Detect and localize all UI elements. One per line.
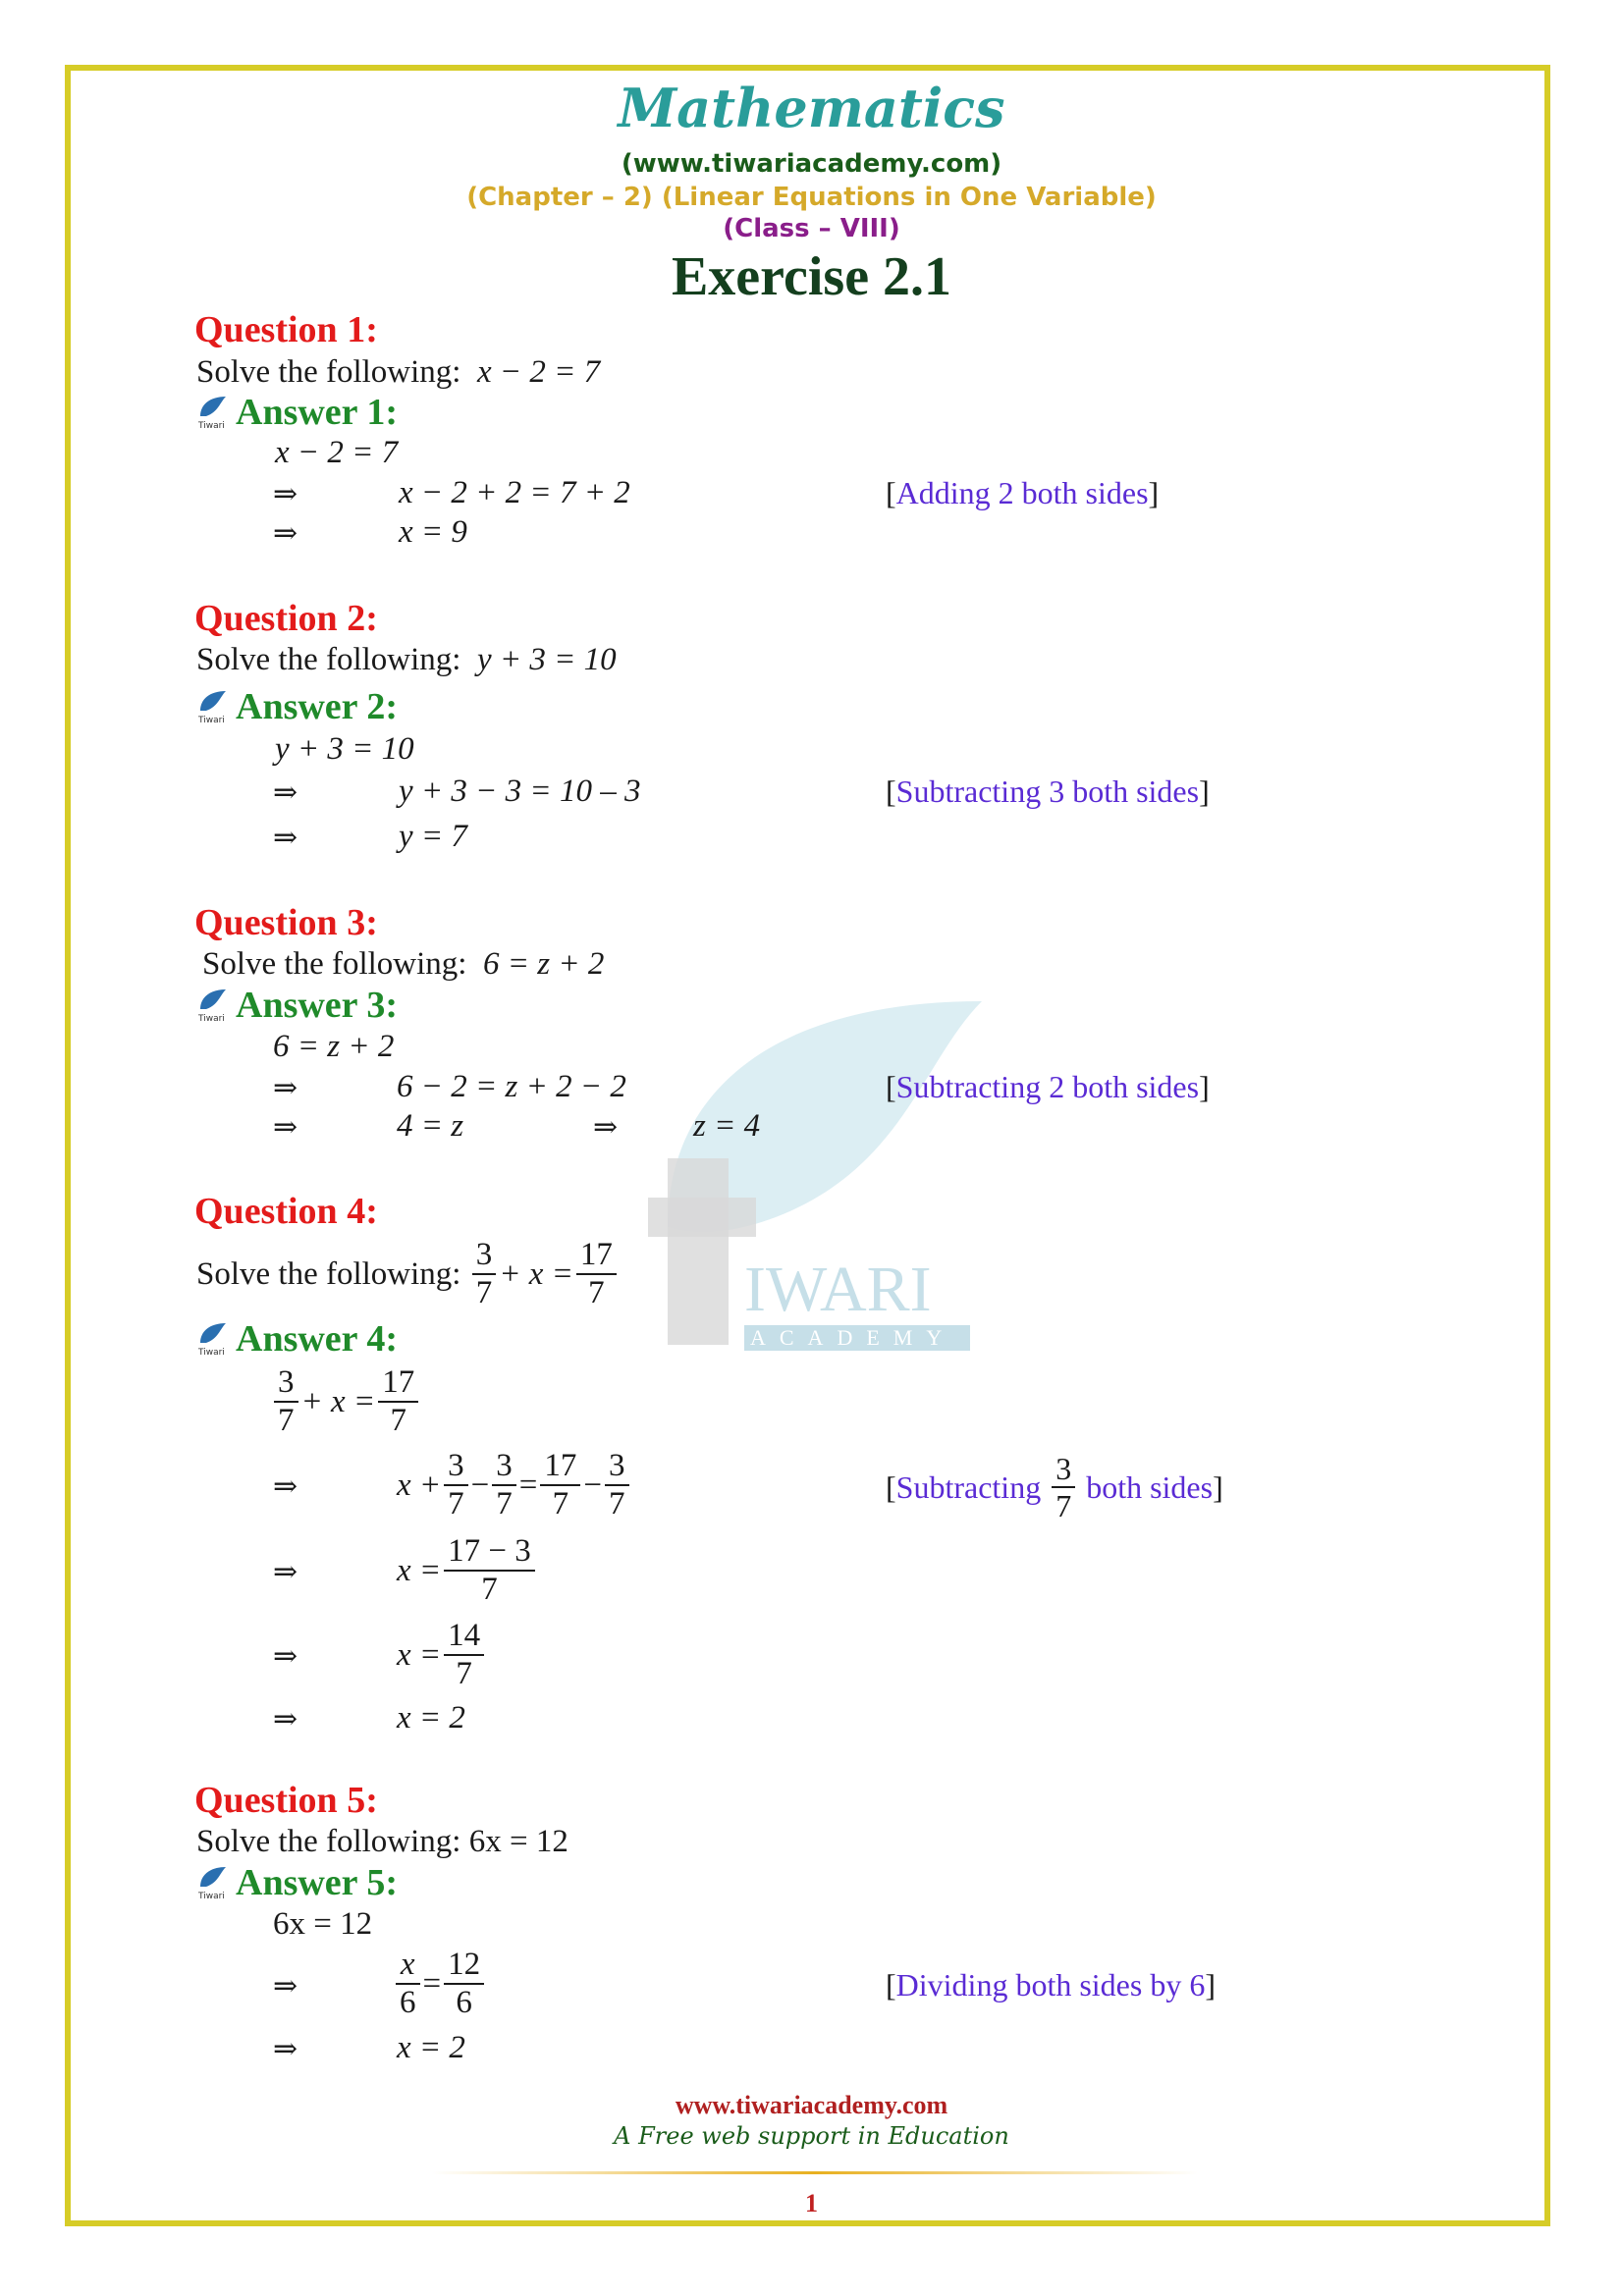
fraction: $\frac{x}{6}$ bbox=[396, 1947, 420, 2021]
fraction: $\frac{14}{7}$ bbox=[444, 1618, 484, 1692]
fraction: $\frac{17}{7}$ bbox=[378, 1364, 418, 1439]
question-5-prompt: Solve the following: 6x = 12 bbox=[196, 1824, 568, 1859]
tiwari-icon bbox=[196, 689, 228, 724]
svg-text:Tiwari: Tiwari bbox=[198, 1348, 225, 1357]
fraction: $\frac{3}{7}$ bbox=[1052, 1451, 1075, 1523]
answer-2-heading: Answer 2: bbox=[236, 686, 399, 727]
answer-5-step-2: $\frac{x}{6}$ = $\frac{12}{6}$ bbox=[393, 1947, 487, 2021]
implies-symbol: ⇒ bbox=[273, 821, 298, 855]
letter-t-bar bbox=[648, 1198, 756, 1237]
answer-4-step-5: x = 2 bbox=[397, 1700, 465, 1735]
question-5-equation: 6x = 12 bbox=[468, 1824, 568, 1859]
answer-1-step-2: x − 2 + 2 = 7 + 2 bbox=[399, 475, 630, 510]
site-url: (www.tiwariacademy.com) bbox=[621, 149, 1002, 179]
tiwari-academy-watermark bbox=[628, 972, 992, 1364]
page-number: 1 bbox=[805, 2189, 818, 2217]
implies-symbol: ⇒ bbox=[273, 1702, 298, 1736]
question-1-heading: Question 1: bbox=[194, 309, 378, 350]
footer-divider bbox=[432, 2171, 1198, 2174]
chapter-line: (Chapter – 2) (Linear Equations in One Variable) bbox=[466, 183, 1157, 212]
answer-1-note: [Adding 2 both sides] bbox=[886, 475, 1160, 510]
answer-3-step-3a: 4 = z bbox=[397, 1108, 464, 1144]
question-3-prompt: Solve the following: 6 = z + 2 bbox=[202, 946, 605, 982]
question-1-equation: x − 2 = 7 bbox=[476, 354, 601, 390]
implies-symbol: ⇒ bbox=[273, 2032, 298, 2066]
implies-symbol: ⇒ bbox=[273, 1469, 298, 1504]
footer-tagline: A Free web support in Education bbox=[614, 2122, 1009, 2150]
fraction: $\frac{3}{7}$ bbox=[444, 1448, 468, 1522]
answer-4-step-4: x = $\frac{14}{7}$ bbox=[397, 1618, 487, 1692]
svg-text:Tiwari: Tiwari bbox=[198, 716, 225, 724]
answer-2-step-1: y + 3 = 10 bbox=[275, 731, 414, 767]
answer-4-step-2: x + $\frac{3}{7}$ − $\frac{3}{7}$ = $\frac{17}{7}$ − $\frac{3}{7}$ bbox=[397, 1448, 632, 1522]
implies-symbol: ⇒ bbox=[273, 775, 298, 810]
answer-4-step-1: $\frac{3}{7}$ + x = $\frac{17}{7}$ bbox=[271, 1364, 421, 1439]
fraction: $\frac{3}{7}$ bbox=[492, 1448, 516, 1522]
implies-symbol: ⇒ bbox=[273, 1071, 298, 1105]
fraction: $\frac{17}{7}$ bbox=[576, 1237, 617, 1311]
question-2-prompt: Solve the following: y + 3 = 10 bbox=[196, 642, 617, 677]
question-3-equation: 6 = z + 2 bbox=[482, 946, 605, 982]
svg-text:Tiwari: Tiwari bbox=[198, 1892, 225, 1900]
implies-symbol: ⇒ bbox=[273, 516, 298, 551]
tiwari-icon bbox=[196, 395, 228, 430]
question-2-equation: y + 3 = 10 bbox=[476, 642, 617, 677]
implies-symbol: ⇒ bbox=[273, 1639, 298, 1674]
letter-t-stem bbox=[668, 1158, 729, 1345]
class-line: (Class – VIII) bbox=[723, 214, 900, 243]
question-3-heading: Question 3: bbox=[194, 902, 378, 943]
fraction: $\frac{17 - 3}{7}$ bbox=[444, 1533, 535, 1608]
tiwari-icon bbox=[196, 1865, 228, 1900]
question-4-heading: Question 4: bbox=[194, 1191, 378, 1232]
answer-2-step-2: y + 3 − 3 = 10 – 3 bbox=[399, 774, 641, 809]
implies-symbol: ⇒ bbox=[593, 1110, 619, 1145]
answer-3-step-3b: z = 4 bbox=[693, 1108, 761, 1144]
implies-symbol: ⇒ bbox=[273, 1969, 298, 2003]
answer-3-heading: Answer 3: bbox=[236, 985, 399, 1026]
fraction: $\frac{17}{7}$ bbox=[540, 1448, 580, 1522]
fraction: $\frac{3}{7}$ bbox=[605, 1448, 629, 1522]
svg-text:Tiwari: Tiwari bbox=[198, 1014, 225, 1023]
fraction: $\frac{3}{7}$ bbox=[472, 1237, 497, 1311]
svg-text:Tiwari: Tiwari bbox=[198, 421, 225, 430]
exercise-heading: Exercise 2.1 bbox=[671, 246, 952, 307]
fraction: $\frac{3}{7}$ bbox=[274, 1364, 298, 1439]
question-2-heading: Question 2: bbox=[194, 598, 378, 639]
question-5-heading: Question 5: bbox=[194, 1780, 378, 1821]
answer-1-step-3: x = 9 bbox=[399, 514, 467, 550]
answer-5-heading: Answer 5: bbox=[236, 1862, 399, 1903]
question-4-prompt: Solve the following: $\frac{3}{7}$ + x = $\frac{17}{7}$ bbox=[196, 1237, 620, 1311]
answer-1-heading: Answer 1: bbox=[236, 392, 399, 433]
footer-url[interactable]: www.tiwariacademy.com bbox=[675, 2091, 948, 2119]
answer-4-step-3: x = $\frac{17 - 3}{7}$ bbox=[397, 1533, 538, 1608]
answer-5-step-3: x = 2 bbox=[397, 2030, 465, 2065]
answer-3-step-1: 6 = z + 2 bbox=[273, 1029, 395, 1064]
answer-1-step-1: x − 2 = 7 bbox=[275, 435, 399, 470]
tiwari-icon bbox=[196, 1321, 228, 1357]
answer-4-heading: Answer 4: bbox=[236, 1318, 399, 1360]
answer-3-step-2: 6 − 2 = z + 2 − 2 bbox=[397, 1069, 626, 1104]
watermark-word: IWARI bbox=[744, 1254, 932, 1325]
answer-2-note: [Subtracting 3 both sides] bbox=[886, 774, 1210, 809]
answer-5-note: [Dividing both sides by 6] bbox=[886, 1967, 1216, 2002]
answer-2-step-3: y = 7 bbox=[399, 819, 467, 854]
implies-symbol: ⇒ bbox=[273, 1110, 298, 1145]
question-1-prompt: Solve the following: x − 2 = 7 bbox=[196, 354, 601, 390]
page-title: Mathematics bbox=[618, 77, 1005, 139]
implies-symbol: ⇒ bbox=[273, 1555, 298, 1589]
implies-symbol: ⇒ bbox=[273, 477, 298, 511]
fraction: $\frac{12}{6}$ bbox=[444, 1947, 484, 2021]
answer-5-step-1: 6x = 12 bbox=[273, 1906, 373, 1942]
answer-4-note: [ Subtracting $\frac{3}{7}$ both sides ] bbox=[886, 1451, 1223, 1523]
watermark-sub: ACADEMY bbox=[750, 1325, 956, 1350]
answer-3-note: [Subtracting 2 both sides] bbox=[886, 1069, 1210, 1104]
tiwari-icon bbox=[196, 988, 228, 1023]
